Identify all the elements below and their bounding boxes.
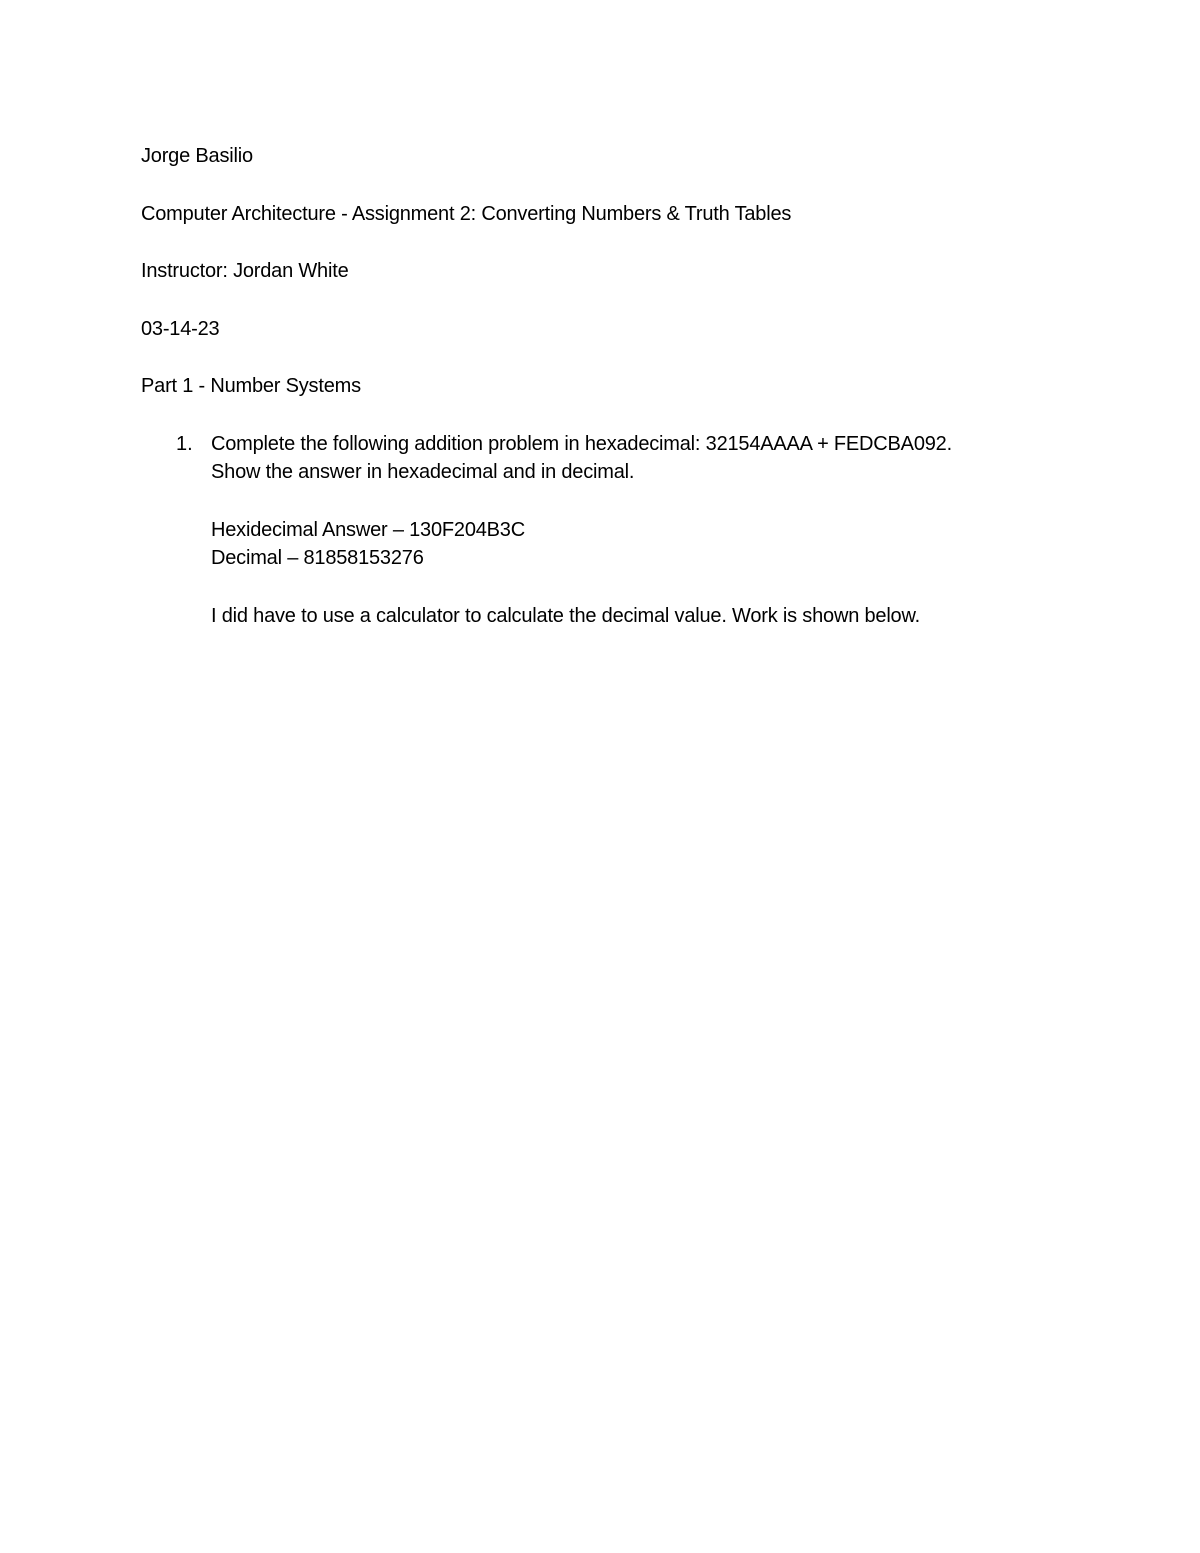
calculator-note: I did have to use a calculator to calculate the decimal value. Work is shown below.	[211, 605, 920, 627]
instructor-line: Instructor: Jordan White	[141, 260, 349, 282]
date-line: 03-14-23	[141, 318, 220, 340]
hex-answer: Hexidecimal Answer – 130F204B3C	[211, 519, 525, 541]
decimal-answer: Decimal – 81858153276	[211, 547, 424, 569]
course-title: Computer Architecture - Assignment 2: Converting Numbers & Truth Tables	[141, 203, 792, 225]
question-text-line-2: Show the answer in hexadecimal and in decimal.	[211, 461, 635, 483]
list-item-number: 1.	[176, 433, 193, 455]
author-name: Jorge Basilio	[141, 145, 253, 167]
section-heading: Part 1 - Number Systems	[141, 375, 361, 397]
question-text-line-1: Complete the following addition problem in hexadecimal: 32154AAAA + FEDCBA092.	[211, 433, 952, 455]
